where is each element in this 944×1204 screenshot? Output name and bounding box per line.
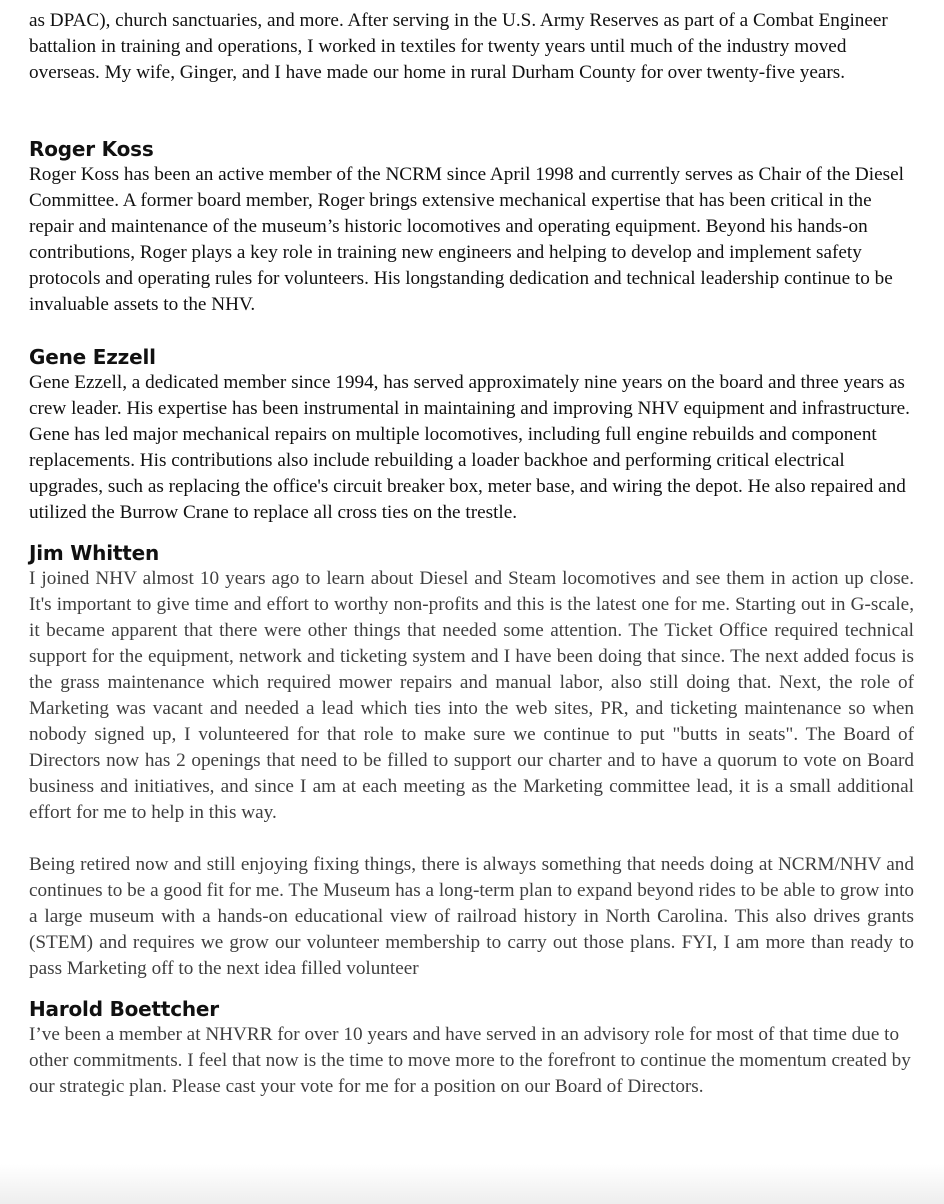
candidate-name-heading: Gene Ezzell bbox=[29, 345, 156, 369]
document-page bbox=[29, 8, 914, 1100]
candidate-name-heading: Harold Boettcher bbox=[29, 997, 219, 1021]
candidate-bio-paragraph: Being retired now and still enjoying fixing things, there is always something that needs doing at NCRM/NHV and continues to be a good fit for me. The Museum has a long-term plan to expand beyond rides to be able to grow into a large museum with a hands-on educational view of railroad history in North Carolina. This also drives grants (STEM) and requires we grow our volunteer membership to carry out those plans. FYI, I am more than ready to pass Marketing off to the next idea filled volunteer bbox=[29, 854, 914, 979]
candidate-section-gene-ezzell bbox=[29, 344, 914, 526]
intro-paragraph: as DPAC), church sanctuaries, and more. After serving in the U.S. Army Reserves as part of a Combat Engineer battalion in training and operations, I worked in textiles for twenty years until much of the industry moved overseas. My wife, Ginger, and I have made our home in rural Durham County for over twenty-five years. bbox=[29, 10, 888, 83]
candidate-name-heading: Roger Koss bbox=[29, 137, 154, 161]
candidate-name-heading: Jim Whitten bbox=[29, 541, 159, 565]
candidate-bio-paragraph: I’ve been a member at NHVRR for over 10 years and have served in an advisory role for most of that time due to other commitments. I feel that now is the time to move more to the forefront to continue the momentum created by our strategic plan. Please cast your vote for me for a position on our Board of Directors. bbox=[29, 1024, 911, 1097]
candidate-section-roger-koss bbox=[29, 136, 914, 318]
candidate-section-harold-boettcher bbox=[29, 996, 914, 1100]
candidate-bio-paragraph: Gene Ezzell, a dedicated member since 1994, has served approximately nine years on the board and three years as crew leader. His expertise has been instrumental in maintaining and improving NHV equipment and infrastructure. Gene has led major mechanical repairs on multiple locomotives, including full engine rebuilds and component replacements. His contributions also include rebuilding a loader backhoe and performing critical electrical upgrades, such as replacing the office's circuit breaker box, meter base, and wiring the depot. He also repaired and utilized the Burrow Crane to replace all cross ties on the trestle. bbox=[29, 372, 910, 523]
candidate-bio-paragraph: I joined NHV almost 10 years ago to learn about Diesel and Steam locomotives and see them in action up close. It's important to give time and effort to worthy non-profits and this is the latest one for me. Starting out in G-scale, it became apparent that there were other things that needed some attention. The Ticket Office required technical support for the equipment, network and ticketing system and I have been doing that since. The next added focus is the grass maintenance which required mower repairs and manual labor, also still doing that. Next, the role of Marketing was vacant and needed a lead which ties into the web sites, PR, and ticketing maintenance so when nobody signed up, I volunteered for that role to make sure we continue to put "butts in seats". The Board of Directors now has 2 openings that need to be filled to support our charter and to have a quorum to vote on Board business and initiatives, and since I am at each meeting as the Marketing committee lead, it is a small additional effort for me to help in this way. bbox=[29, 568, 914, 823]
candidate-bio-paragraph: Roger Koss has been an active member of the NCRM since April 1998 and currently serves as Chair of the Diesel Committee. A former board member, Roger brings extensive mechanical expertise that has been critical in the repair and maintenance of the museum’s historic locomotives and operating equipment. Beyond his hands-on contributions, Roger plays a key role in training new engineers and helping to develop and implement safety protocols and operating rules for volunteers. His longstanding dedication and technical leadership continue to be invaluable assets to the NHV. bbox=[29, 164, 904, 315]
page-bottom-shadow bbox=[0, 1164, 944, 1204]
candidate-section-jim-whitten bbox=[29, 540, 914, 982]
